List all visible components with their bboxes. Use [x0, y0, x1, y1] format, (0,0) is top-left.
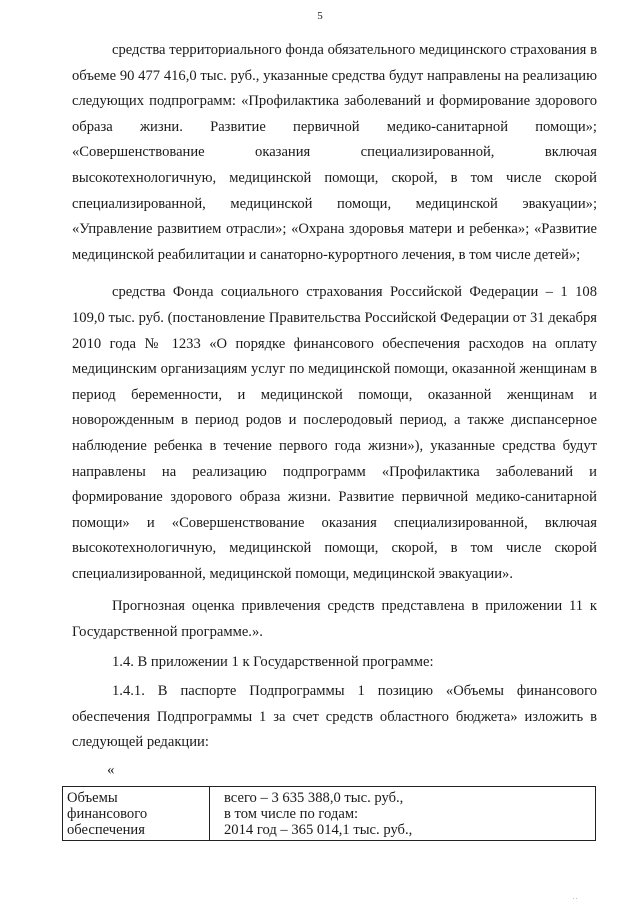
document-body	[72, 38, 597, 756]
paragraph-item-1-4-1: 1.4.1. В паспорте Подпрограммы 1 позицию «Объемы финансового обеспечения Подпрограммы 1 за счет средств областного бюджета» изложить в следующей редакции:	[72, 683, 597, 751]
value-line: в том числе по годам:	[224, 806, 359, 822]
paragraph-forecast: Прогнозная оценка привлечения средств представлена в приложении 11 к Государственной программе.».	[72, 598, 597, 641]
table-row	[63, 787, 596, 841]
value-line: 2014 год – 365 014,1 тыс. руб.,	[224, 822, 413, 838]
corner-mark: . .	[573, 895, 578, 901]
financing-table	[62, 786, 596, 841]
table-label-cell	[63, 787, 210, 841]
opening-quote: «	[107, 762, 115, 778]
paragraph-item-1-4: 1.4. В приложении 1 к Государственной программе:	[112, 653, 434, 670]
value-line: всего – 3 635 388,0 тыс. руб.,	[224, 790, 404, 806]
table-value-cell	[210, 787, 596, 841]
label-line: Объемы	[67, 790, 118, 806]
paragraph-territorial-fund: средства территориального фонда обязательного медицинского страхования в объеме 90 477 416,0 тыс. руб., указанные средства будут направлены на реализацию следующих подпрограмм: «Профилактика заболеваний и формирование здорового образа жизни. Развитие первичной медико-санитарной помощи»; «Совершенствование оказания специализированной, включая высокотехнологичную, медицинской помощи, скорой, в том числе скорой специализированной, медицинской помощи, медицинской эвакуации»; «Управление развитием отрасли»; «Охрана здоровья матери и ребенка»; «Развитие медицинской реабилитации и санаторно-курортного лечения, в том числе детей»;	[72, 42, 597, 263]
paragraph-social-insurance-fund: средства Фонда социального страхования Российской Федерации – 1 108 109,0 тыс. руб. (постановление Правительства Российской Федерации от 31 декабря 2010 года № 1233 «О порядке финансового обеспечения расходов на оплату медицинским организациям услуг по медицинской помощи, оказанной женщинам в период беременности, и медицинской помощи, оказанной женщинам и новорожденным в период родов и послеродовый период, а также диспансерное наблюдение ребенка в течение первого года жизни»), указанные средства будут направлены на реализацию подпрограмм «Профилактика заболеваний и формирование здорового образа жизни. Развитие первичной медико-санитарной помощи» и «Совершенствование оказания специализированной, включая высокотехнологичную, медицинской помощи, скорой, в том числе скорой специализированной, медицинской помощи, медицинской эвакуации».	[72, 284, 597, 582]
label-line: обеспечения	[67, 822, 145, 838]
page-number: 5	[317, 10, 323, 22]
label-line: финансового	[67, 806, 148, 822]
